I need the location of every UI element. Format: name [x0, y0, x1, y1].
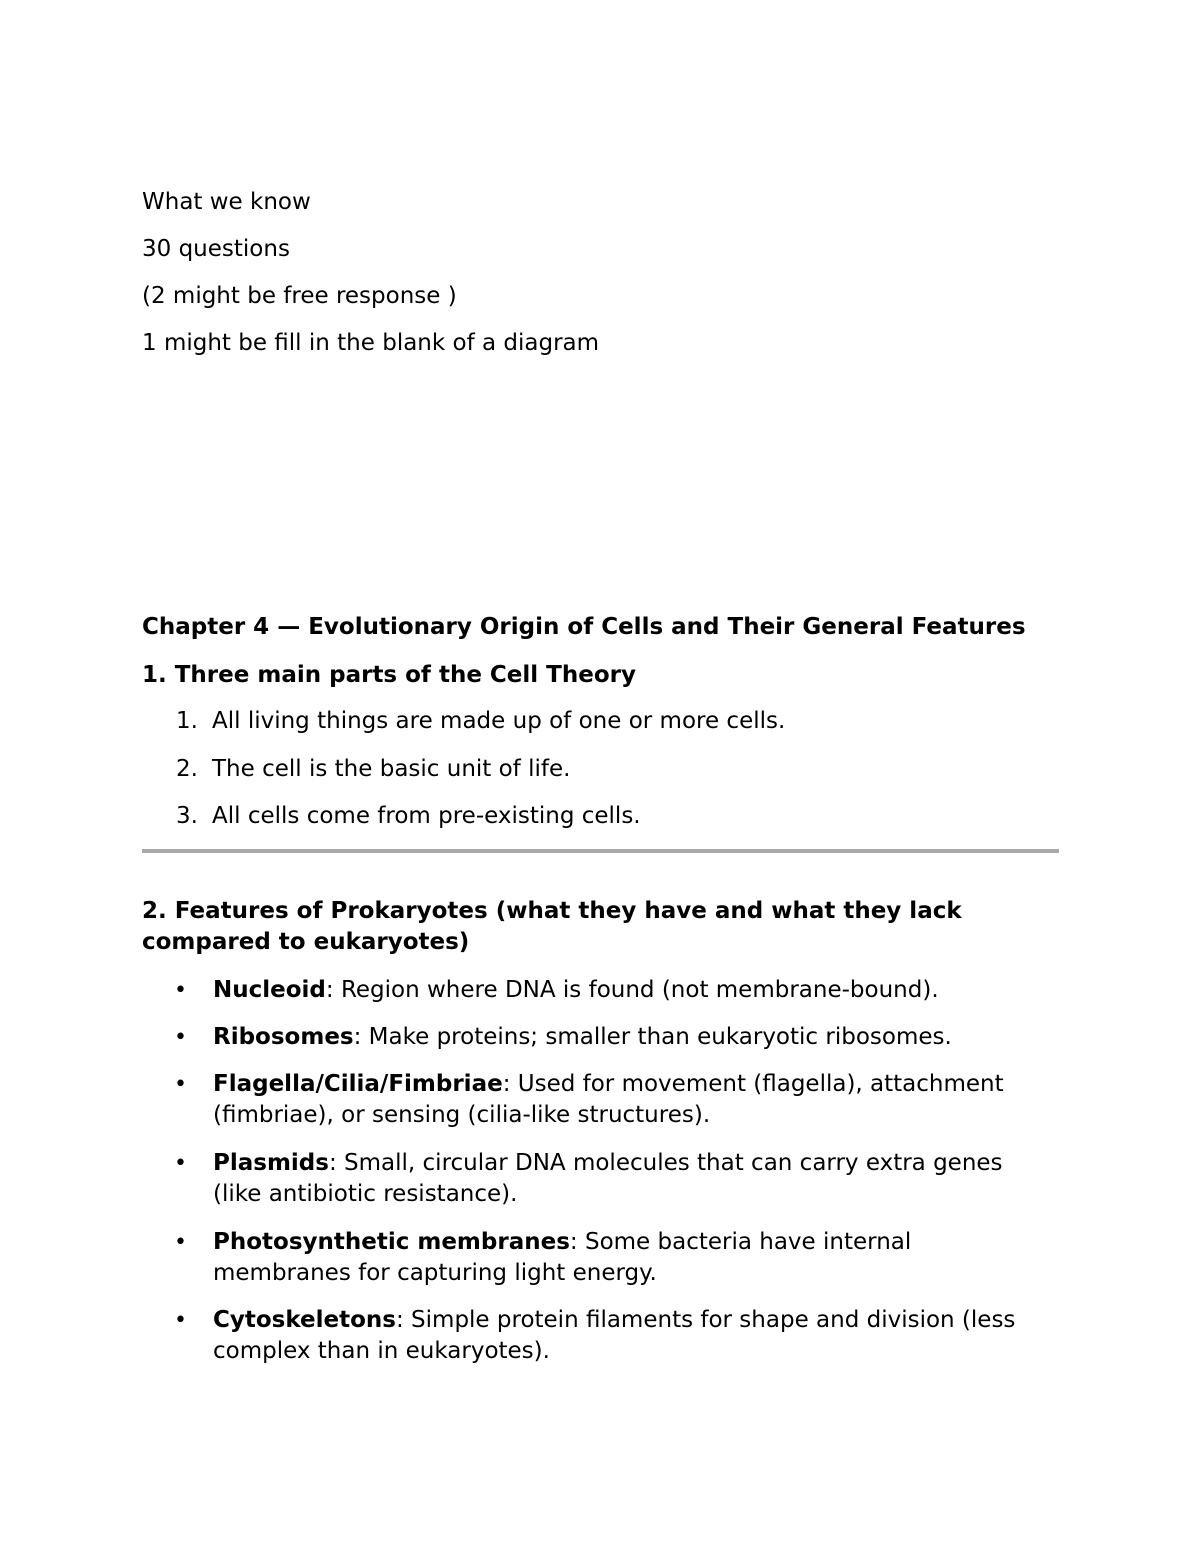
bullet-icon: • [174, 1151, 187, 1176]
chapter-title: Chapter 4 — Evolutionary Origin of Cells and Their General Features [142, 614, 1026, 640]
list-item-text: All living things are made up of one or more cells. [212, 708, 786, 734]
intro-line-what-we-know: What we know [142, 189, 311, 215]
bullet-term: Ribosomes [213, 1024, 354, 1050]
intro-line-question-count: 30 questions [142, 236, 290, 262]
section1-heading: 1. Three main parts of the Cell Theory [142, 662, 636, 688]
list-item-text: All cells come from pre-existing cells. [212, 803, 641, 829]
intro-line-diagram: 1 might be fill in the blank of a diagram [142, 330, 600, 356]
bullet-icon: • [174, 1308, 187, 1333]
bullet-description: : Small, circular DNA molecules that can carry extra genes (like antibiotic resistance). [213, 1150, 1003, 1207]
bullet-description: : Simple protein filaments for shape and division (less complex than in eukaryotes). [213, 1307, 1016, 1364]
list-item-text: The cell is the basic unit of life. [212, 756, 571, 782]
bullet-description: : Region where DNA is found (not membrane-bound). [325, 977, 939, 1003]
bullet-icon: • [174, 978, 187, 1003]
bullet-term: Cytoskeletons [213, 1307, 396, 1333]
intro-line-free-response: (2 might be free response ) [142, 283, 457, 309]
bullet-term: Plasmids [213, 1150, 329, 1176]
horizontal-divider [142, 849, 1059, 853]
list-item-number: 3. [176, 803, 198, 829]
list-item-number: 2. [176, 756, 198, 782]
list-item-number: 1. [176, 708, 198, 734]
bullet-icon: • [174, 1230, 187, 1255]
bullet-term: Nucleoid [213, 977, 326, 1003]
bullet-icon: • [174, 1025, 187, 1050]
bullet-term: Flagella/Cilia/Fimbriae [213, 1071, 503, 1097]
bullet-description: : Make proteins; smaller than eukaryotic ribosomes. [353, 1024, 952, 1050]
bullet-description: : Some bacteria have internal membranes for capturing light energy. [213, 1229, 912, 1286]
bullet-description: : Used for movement (flagella), attachment (fimbriae), or sensing (cilia-like structures). [213, 1071, 1004, 1128]
section2-heading: 2. Features of Prokaryotes (what they have and what they lack compared to eukaryotes) [142, 898, 962, 955]
bullet-term: Photosynthetic membranes [213, 1229, 570, 1255]
bullet-icon: • [174, 1072, 187, 1097]
